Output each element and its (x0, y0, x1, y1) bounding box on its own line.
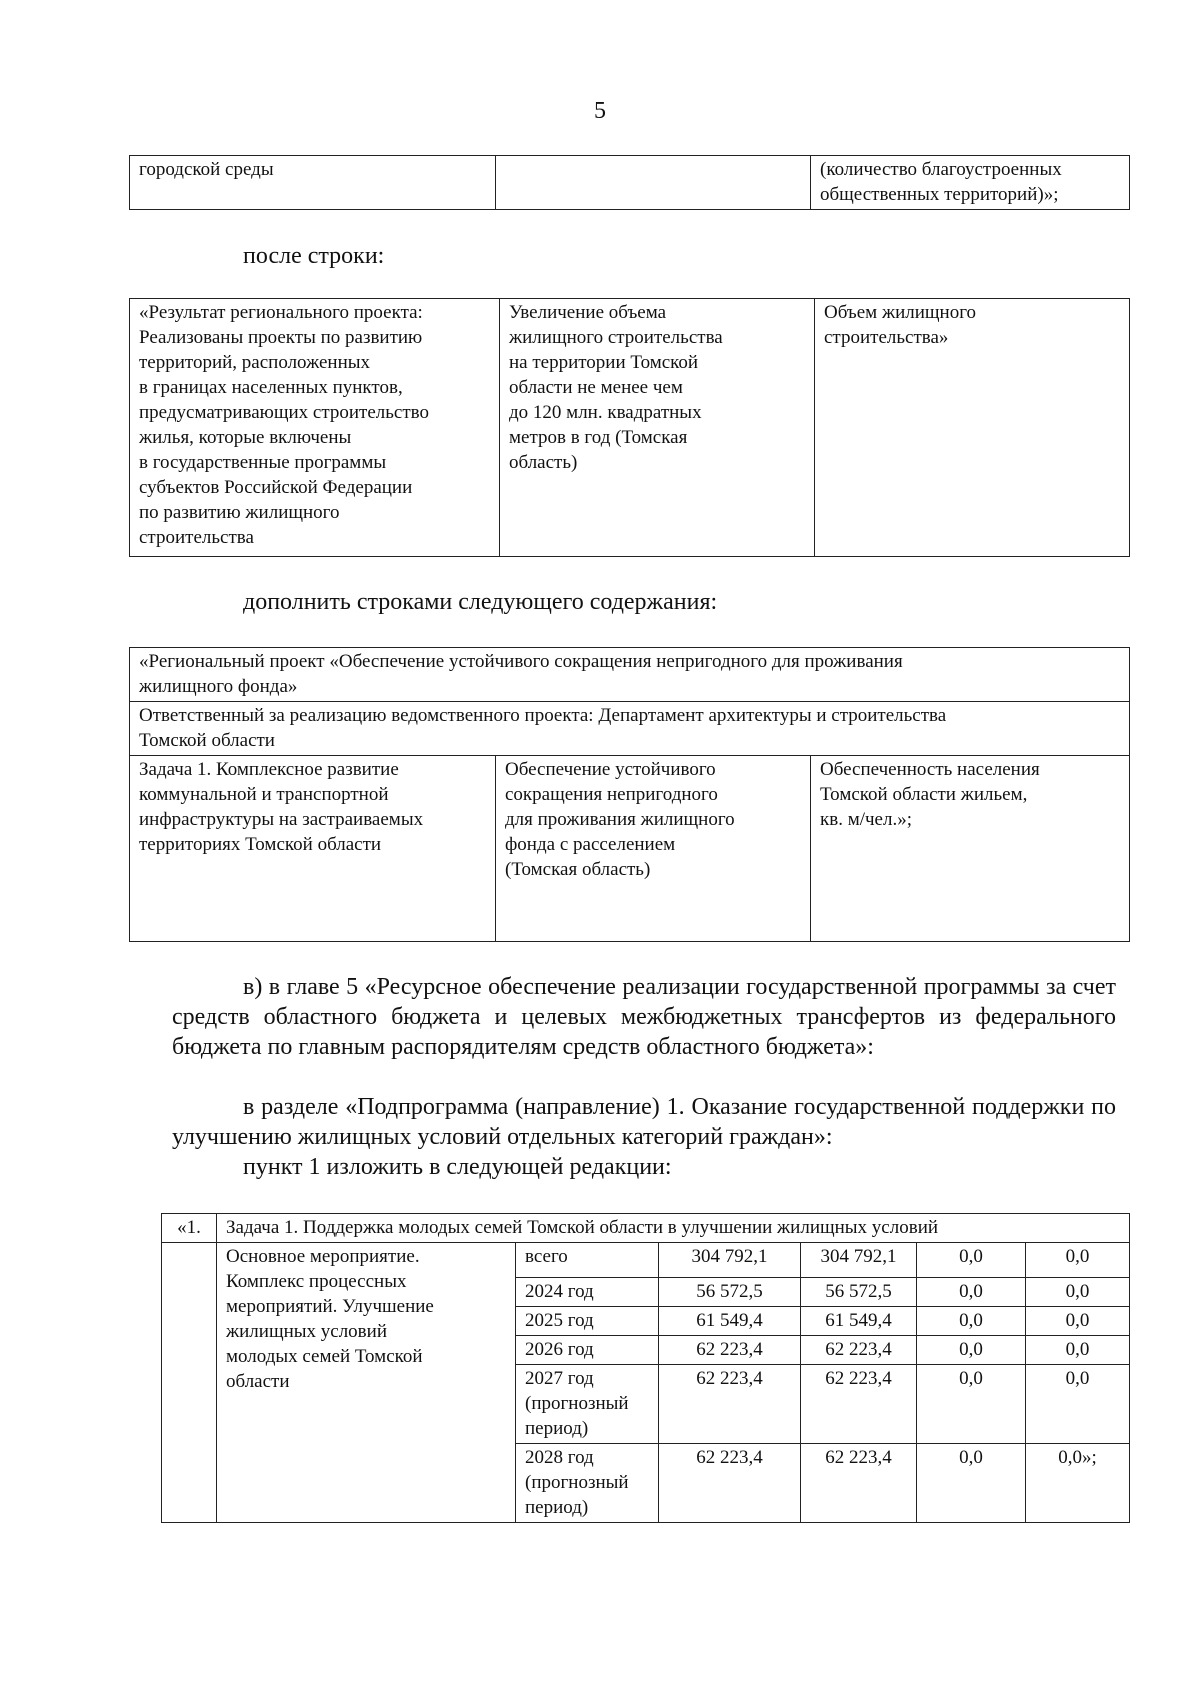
value-cell: 61 549,4 (659, 1307, 801, 1336)
value-cell: 0,0 (917, 1336, 1026, 1365)
period-cell: всего (516, 1243, 659, 1278)
row-number-cell: «1. (162, 1214, 217, 1243)
measure-cell: Основное мероприятие. Комплекс процессных мероприятий. Улучшение жилищных условий молодых семей Томской области (217, 1243, 516, 1523)
previous-table-row (129, 155, 1130, 210)
task-cell: Задача 1. Комплексное развитие коммунальной и транспортной инфраструктуры на застраиваемых территориях Томской области (130, 756, 496, 942)
value-cell: 62 223,4 (801, 1444, 917, 1523)
value-cell: 56 572,5 (659, 1278, 801, 1307)
result-cell-1: «Результат регионального проекта: Реализованы проекты по развитию территорий, расположенных в границах населенных пунктов, предусматривающих строительство жилья, которые включены в государственные программы субъектов Российской Федерации по развитию жилищного строительства (130, 299, 500, 557)
new-project-table (129, 647, 1130, 942)
result-cell-2: Увеличение объема жилищного строительства на территории Томской области не менее чем до 120 млн. квадратных метров в год (Томская область) (500, 299, 815, 557)
period-cell: 2025 год (516, 1307, 659, 1336)
page-number: 5 (594, 98, 606, 124)
prev-cell-3: (количество благоустроенных общественных территорий)»; (811, 156, 1130, 210)
value-cell: 0,0 (1026, 1278, 1130, 1307)
value-cell: 0,0 (917, 1278, 1026, 1307)
value-cell: 0,0 (917, 1307, 1026, 1336)
section-paragraph: в разделе «Подпрограмма (направление) 1. Оказание государственной поддержки по улучшению жилищных условий отдельных категорий граждан»: (172, 1094, 1116, 1150)
period-cell: 2024 год (516, 1278, 659, 1307)
finance-table (161, 1213, 1130, 1523)
supplement-text: дополнить строками следующего содержания: (243, 589, 718, 615)
empty-number-cell (162, 1243, 217, 1523)
period-cell: 2028 год (прогнозный период) (516, 1444, 659, 1523)
after-row-text: после строки: (243, 243, 385, 269)
value-cell: 56 572,5 (801, 1278, 917, 1307)
value-cell: 62 223,4 (659, 1444, 801, 1523)
value-cell: 61 549,4 (801, 1307, 917, 1336)
table-row (162, 1243, 1130, 1278)
value-cell: 62 223,4 (659, 1336, 801, 1365)
value-cell: 62 223,4 (659, 1365, 801, 1444)
result-description-cell: Обеспечение устойчивого сокращения непригодного для проживания жилищного фонда с расселением (Томская область) (496, 756, 811, 942)
result-table (129, 298, 1130, 557)
value-cell: 0,0 (917, 1243, 1026, 1278)
value-cell: 304 792,1 (801, 1243, 917, 1278)
task-title-cell: Задача 1. Поддержка молодых семей Томской области в улучшении жилищных условий (217, 1214, 1130, 1243)
prev-cell-2 (496, 156, 811, 210)
value-cell: 0,0 (1026, 1336, 1130, 1365)
value-cell: 304 792,1 (659, 1243, 801, 1278)
indicator-cell: Обеспеченность населения Томской области жильем, кв. м/чел.»; (811, 756, 1130, 942)
prev-cell-1: городской среды (130, 156, 496, 210)
responsible-cell: Ответственный за реализацию ведомственного проекта: Департамент архитектуры и строительства Томской области (130, 702, 1130, 756)
value-cell: 0,0 (1026, 1307, 1130, 1336)
result-cell-3: Объем жилищного строительства» (815, 299, 1130, 557)
value-cell: 0,0»; (1026, 1444, 1130, 1523)
period-cell: 2027 год (прогнозный период) (516, 1365, 659, 1444)
value-cell: 62 223,4 (801, 1365, 917, 1444)
project-title-cell: «Региональный проект «Обеспечение устойчивого сокращения непригодного для проживания жилищного фонда» (130, 648, 1130, 702)
value-cell: 0,0 (1026, 1365, 1130, 1444)
value-cell: 0,0 (917, 1365, 1026, 1444)
period-cell: 2026 год (516, 1336, 659, 1365)
chapter-paragraph: в) в главе 5 «Ресурсное обеспечение реализации государственной программы за счет средств областного бюджета и целевых межбюджетных трансфертов из федерального бюджета по главным распорядителям средств областного бюджета»: (172, 974, 1116, 1060)
value-cell: 62 223,4 (801, 1336, 917, 1365)
value-cell: 0,0 (1026, 1243, 1130, 1278)
value-cell: 0,0 (917, 1444, 1026, 1523)
item-paragraph: пункт 1 изложить в следующей редакции: (243, 1154, 672, 1180)
